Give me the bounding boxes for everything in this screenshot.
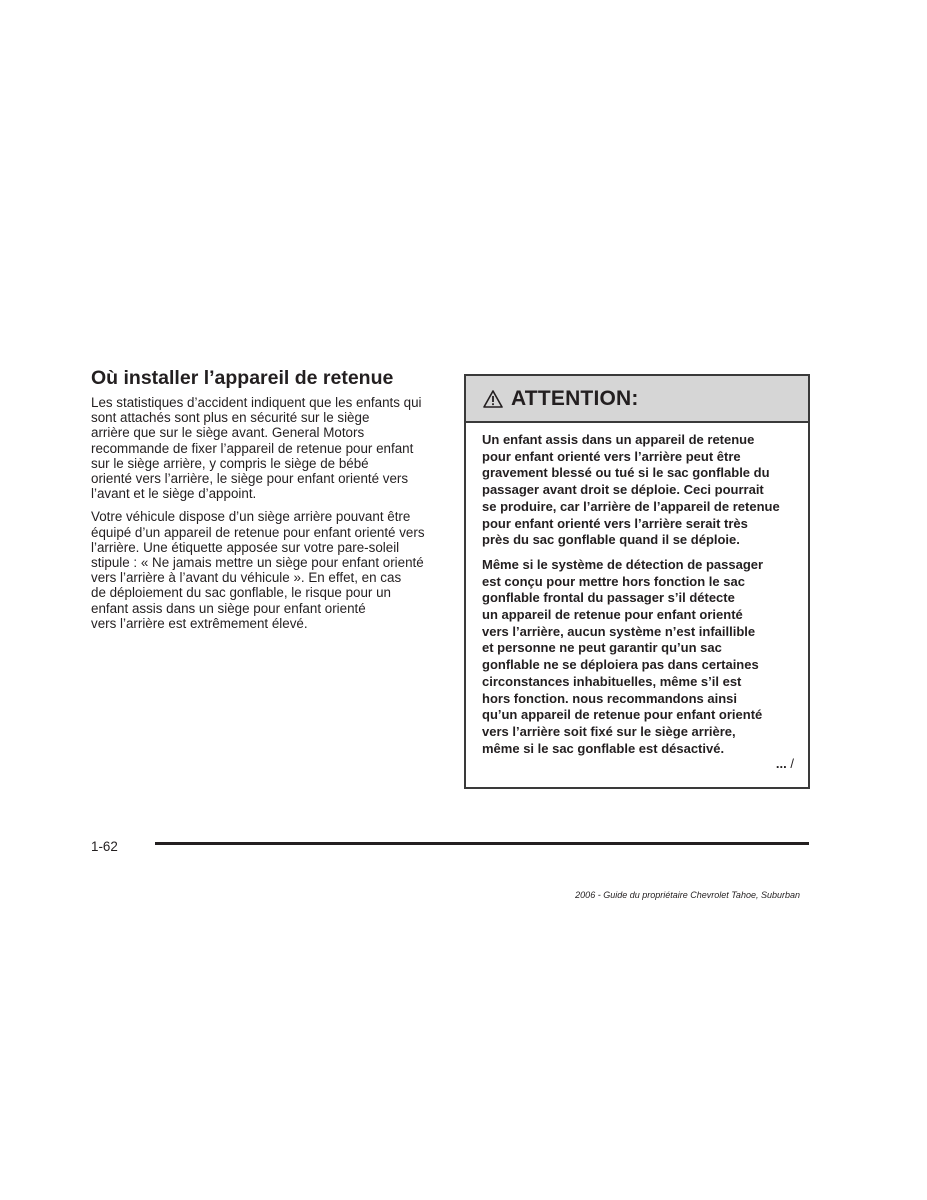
text-line: orienté vers l’arrière, le siège pour enfant orienté vers: [91, 471, 409, 487]
footer-book-title: 2006 - Guide du propriétaire Chevrolet Tahoe, Suburban: [575, 890, 800, 900]
text-line: arrière que sur le siège avant. General Motors: [91, 425, 365, 441]
text-line: sont attachés sont plus en sécurité sur le siège: [91, 410, 370, 426]
text-line: de déploiement du sac gonflable, le risque pour un: [91, 585, 392, 601]
text-line: gravement blessé ou tué si le sac gonflable du: [482, 465, 770, 481]
continued-dots: ...: [775, 756, 787, 771]
text-line: gonflable ne se déploiera pas dans certaines: [482, 657, 759, 673]
page-number: 1-62: [91, 839, 118, 854]
text-line: sur le siège arrière, y compris le siège de bébé: [91, 455, 369, 471]
warning-title: ATTENTION:: [511, 386, 639, 410]
warning-paragraph-2: [482, 557, 808, 757]
text-line: et personne ne peut garantir qu’un sac: [482, 640, 722, 656]
warning-box: [464, 374, 810, 789]
text-line: Même si le système de détection de passager: [482, 556, 764, 572]
text-line: un appareil de retenue pour enfant orienté: [482, 607, 743, 623]
body-text-column: [91, 395, 451, 639]
text-line: vers l’arrière à l’avant du véhicule ». En effet, en cas: [91, 570, 402, 586]
text-line: Les statistiques d’accident indiquent que les enfants qui: [91, 395, 422, 410]
text-line: Un enfant assis dans un appareil de retenue: [482, 432, 755, 447]
footer-rule: [155, 842, 809, 845]
text-line: circonstances inhabituelles, même s’il est: [482, 673, 742, 689]
text-line: vers l’arrière soit fixé sur le siège arrière,: [482, 723, 736, 739]
text-line: se produire, car l’arrière de l’appareil de retenue: [482, 498, 780, 514]
text-line: même si le sac gonflable est désactivé.: [482, 740, 725, 756]
text-line: vers l’arrière est extrêmement élevé.: [91, 615, 308, 631]
warning-paragraph-1: [482, 432, 808, 549]
text-line: hors fonction. nous recommandons ainsi: [482, 690, 737, 706]
continued-slash: /: [790, 756, 794, 771]
text-line: Votre véhicule dispose d’un siège arrière pouvant être: [91, 509, 411, 525]
text-line: pour enfant orienté vers l’arrière peut être: [482, 448, 741, 464]
continued-marker: [776, 756, 794, 771]
text-line: près du sac gonflable quand il se déploie.: [482, 532, 740, 548]
warning-header: [466, 376, 808, 423]
text-line: vers l’arrière, aucun système n’est infaillible: [482, 623, 756, 639]
text-line: équipé d’un appareil de retenue pour enfant orienté vers: [91, 524, 425, 540]
warning-body: [466, 423, 808, 757]
text-line: passager avant droit se déploie. Ceci pourrait: [482, 482, 764, 498]
text-line: est conçu pour mettre hors fonction le sac: [482, 573, 745, 589]
warning-triangle-icon: [483, 389, 503, 409]
text-line: stipule : « Ne jamais mettre un siège pour enfant orienté: [91, 555, 424, 571]
text-line: recommande de fixer l’appareil de retenue pour enfant: [91, 440, 414, 456]
text-line: qu’un appareil de retenue pour enfant orienté: [482, 707, 763, 723]
text-line: l’arrière. Une étiquette apposée sur votre pare-soleil: [91, 539, 400, 555]
body-paragraph-2: [91, 509, 451, 631]
text-line: l’avant et le siège d’appoint.: [91, 486, 257, 502]
body-paragraph-1: [91, 395, 451, 501]
section-title: Où installer l’appareil de retenue: [91, 367, 394, 389]
text-line: gonflable frontal du passager s’il détecte: [482, 590, 735, 606]
text-line: enfant assis dans un siège pour enfant orienté: [91, 600, 366, 616]
text-line: pour enfant orienté vers l’arrière serait très: [482, 515, 748, 531]
